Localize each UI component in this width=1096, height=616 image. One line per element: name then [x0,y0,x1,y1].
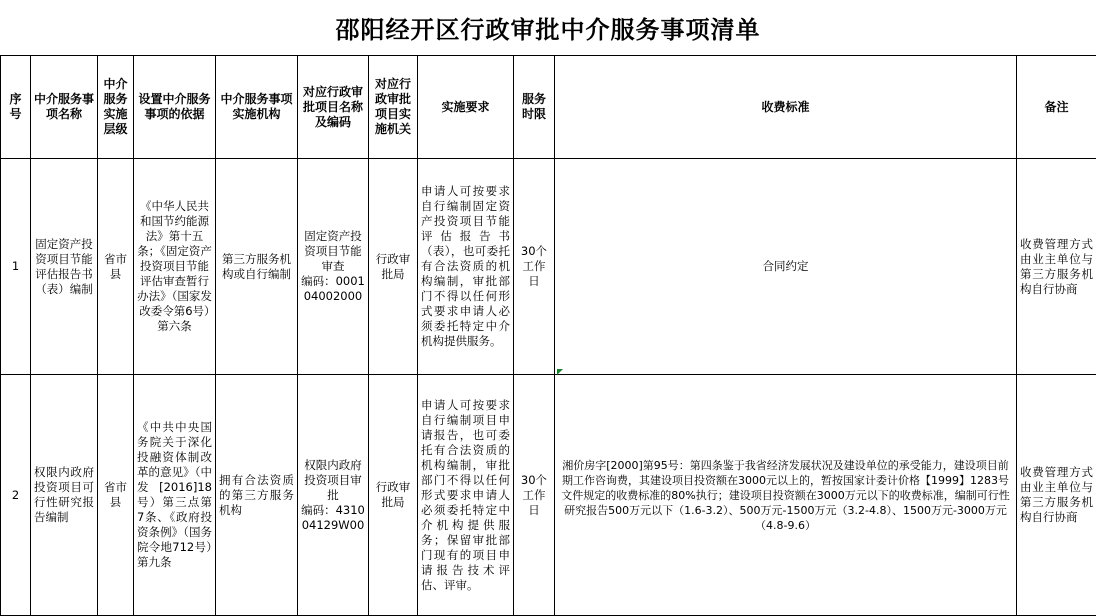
cell-note[interactable]: 收费管理方式由业主单位与第三方服务机构自行协商 [1017,375,1096,616]
header-name: 中介服务事项名称 [31,56,98,159]
header-authority: 对应行政审批项目实施机关 [369,56,418,159]
header-note: 备注 [1017,56,1096,159]
cell-note[interactable]: 收费管理方式由业主单位与第三方服务机构自行协商 [1017,159,1096,375]
comment-indicator-icon [557,369,563,375]
cell-level[interactable]: 省市县 [98,159,134,375]
cell-requirement[interactable]: 申请人可按要求自行编制项目申请报告，也可委托有合法资质的机构编制，审批部门不得以任何形式要求申请人必须委托特定中介机构提供服务；保留审批部门现有的项目申请报告技术评估、评审。 [418,375,514,616]
header-approval: 对应行政审批项目名称及编码 [298,56,369,159]
cell-level[interactable]: 省市县 [98,375,134,616]
cell-time[interactable]: 30个工作日 [514,375,555,616]
cell-org[interactable]: 第三方服务机构或自行编制 [216,159,298,375]
cell-authority[interactable]: 行政审批局 [369,375,418,616]
header-time: 服务时限 [514,56,555,159]
services-table [0,55,1096,616]
cell-approval[interactable]: 固定资产投资项目节能审查 编码：000104002000 [298,159,369,375]
header-no: 序号 [1,56,31,159]
cell-fee[interactable]: 湘价房字[2000]第95号：第四条鉴于我省经济发展状况及建设单位的承受能力，建设项目前期工作咨询费，其建设项目投资额在3000元以上的，暂按国家计委计价格【1999】1283号文件规定的收费标准的80%执行；建设项目投资额在3000万元以下的收费标准，编制可行性研究报告500万元以下（1.6-3.2）、500万元-1500万元（3.2-4.8）、1500万元-3000万元（4.8-9.6） [555,375,1017,616]
cell-time[interactable]: 30个工作日 [514,159,555,375]
table-row [1,159,1096,375]
cell-basis[interactable]: 《中华人民共和国节约能源法》第十五条；《固定资产投资项目节能评估审查暂行办法》（国家发改委令第6号）第六条 [134,159,216,375]
header-basis: 设置中介服务事项的依据 [134,56,216,159]
cell-basis[interactable]: 《中共中央国务院关于深化投融资体制改革的意见》（中发[2016]18号）第三点第7条、《政府投资条例》（国务院令地712号）第九条 [134,375,216,616]
cell-name[interactable]: 权限内政府投资项目可行性研究报告编制 [31,375,98,616]
header-requirement: 实施要求 [418,56,514,159]
header-row [1,56,1096,159]
document-title: 邵阳经开区行政审批中介服务事项清单 [0,0,1096,56]
cell-org[interactable]: 拥有合法资质的第三方服务机构 [216,375,298,616]
cell-approval[interactable]: 权限内政府投资项目审批 编码：431004129W00 [298,375,369,616]
cell-fee[interactable]: 合同约定 [555,159,1017,375]
header-org: 中介服务事项实施机构 [216,56,298,159]
cell-name[interactable]: 固定资产投资项目节能评估报告书（表）编制 [31,159,98,375]
cell-requirement[interactable]: 申请人可按要求自行编制固定资产投资项目节能评估报告书（表），也可委托有合法资质的机构编制，审批部门不得以任何形式要求申请人必须委托特定中介机构提供服务。 [418,159,514,375]
cell-no[interactable]: 1 [1,159,31,375]
header-level: 中介服务实施层级 [98,56,134,159]
table-row [1,375,1096,616]
cell-no[interactable]: 2 [1,375,31,616]
header-fee: 收费标准 [555,56,1017,159]
cell-authority[interactable]: 行政审批局 [369,159,418,375]
